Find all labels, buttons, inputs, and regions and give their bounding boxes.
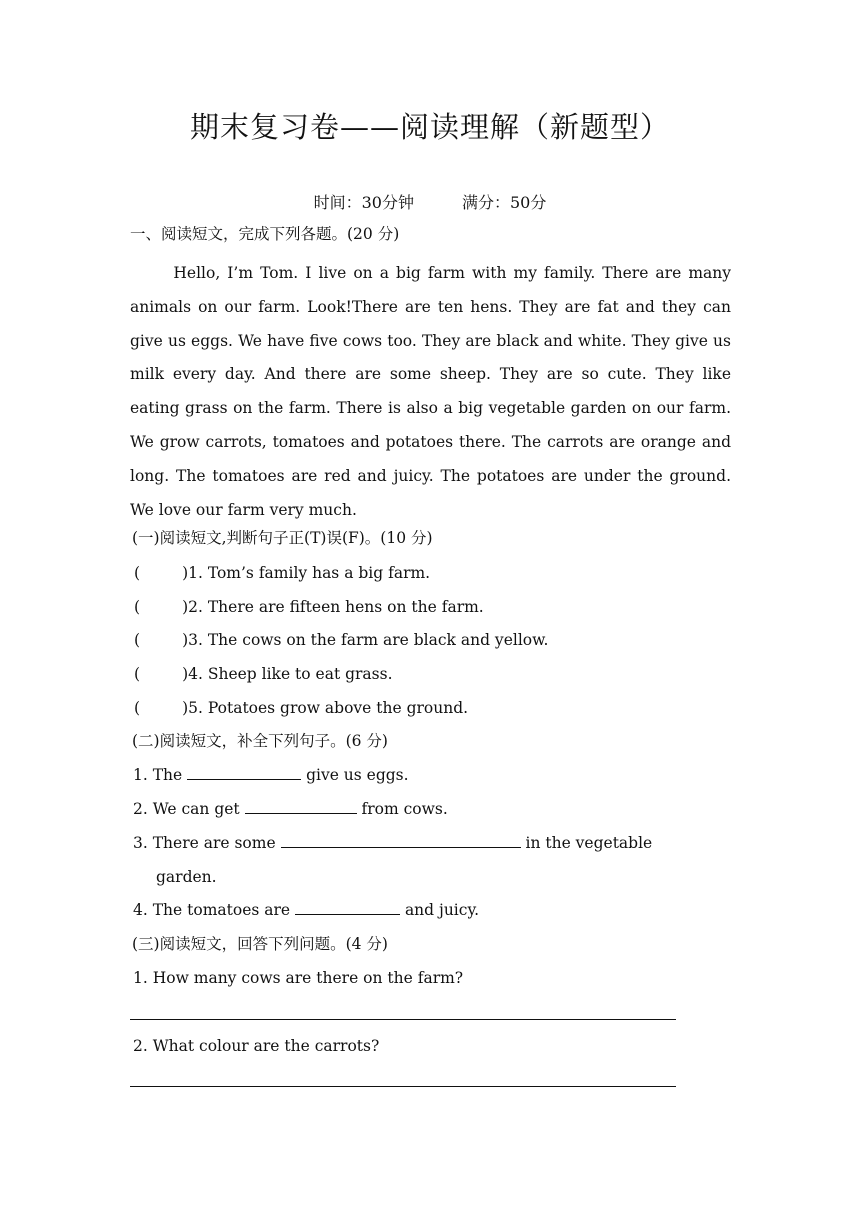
fill-text-before: 4. The tomatoes are [133, 901, 296, 919]
answer-line-1[interactable] [130, 1019, 676, 1020]
tf-close-paren: ) [182, 631, 189, 649]
fill-item-1 [133, 765, 409, 785]
full-score: 满分：50分 [462, 193, 547, 212]
tf-item-3 [134, 630, 548, 650]
fill-text-after: and juicy. [400, 901, 480, 919]
part1-heading: (一)阅读短文,判断句子正(T)误(F)。(10 分) [132, 529, 433, 547]
tf-statement: 4. Sheep like to eat grass. [188, 665, 393, 683]
tf-close-paren: ) [182, 665, 189, 683]
question-1: 1. How many cows are there on the farm? [133, 969, 464, 987]
fill-text-after: in the vegetable [520, 834, 653, 852]
tf-open-paren: ( [134, 564, 141, 582]
tf-item-5 [134, 698, 468, 718]
tf-open-paren: ( [134, 665, 141, 683]
fill-text-before: 1. The [133, 766, 188, 784]
fill-item-2 [133, 799, 448, 819]
tf-item-1 [134, 563, 430, 583]
tf-close-paren: ) [182, 699, 189, 717]
fill-item-4 [133, 900, 479, 920]
exam-meta [0, 190, 860, 213]
answer-line-2[interactable] [130, 1086, 676, 1087]
fill-text-after: from cows. [356, 800, 448, 818]
fill-text-before: 3. There are some [133, 834, 281, 852]
tf-open-paren: ( [134, 699, 141, 717]
time-limit: 时间：30分钟 [313, 193, 414, 212]
fill-blank[interactable] [187, 765, 301, 780]
tf-item-2 [134, 597, 484, 617]
tf-item-4 [134, 664, 393, 684]
tf-open-paren: ( [134, 631, 141, 649]
tf-open-paren: ( [134, 598, 141, 616]
tf-statement: 1. Tom’s family has a big farm. [188, 564, 431, 582]
question-2: 2. What colour are the carrots? [133, 1037, 380, 1055]
page-title: 期末复习卷——阅读理解（新题型） [189, 110, 670, 144]
tf-statement: 5. Potatoes grow above the ground. [188, 699, 469, 717]
fill-text-after: give us eggs. [301, 766, 409, 784]
tf-close-paren: ) [182, 564, 189, 582]
fill-item-3 [133, 833, 652, 853]
part2-heading: (二)阅读短文，补全下列句子。(6 分) [132, 732, 388, 750]
fill-item-3-continuation: garden. [156, 868, 217, 886]
tf-statement: 3. The cows on the farm are black and yellow. [188, 631, 549, 649]
section1-heading: 一、阅读短文，完成下列各题。(20 分) [130, 225, 400, 243]
fill-blank[interactable] [295, 900, 400, 915]
reading-passage: Hello, I’m Tom. I live on a big farm with my family. There are many animals on our farm. Look!There are ten hens. They are fat and they can give us eggs. We have five cows too. They are black and white. They give us milk every day. And there are some sheep. They are so cute. They like eating grass on the farm. There is also a big vegetable garden on our farm. We grow carrots, tomatoes and potatoes there. The carrots are orange and long. The tomatoes are red and juicy. The potatoes are under the ground. We love our farm very much. [130, 264, 731, 519]
fill-blank[interactable] [245, 799, 357, 814]
tf-statement: 2. There are fifteen hens on the farm. [188, 598, 484, 616]
fill-text-before: 2. We can get [133, 800, 245, 818]
tf-close-paren: ) [182, 598, 189, 616]
part3-heading: (三)阅读短文，回答下列问题。(4 分) [132, 935, 388, 953]
fill-blank[interactable] [281, 833, 521, 848]
